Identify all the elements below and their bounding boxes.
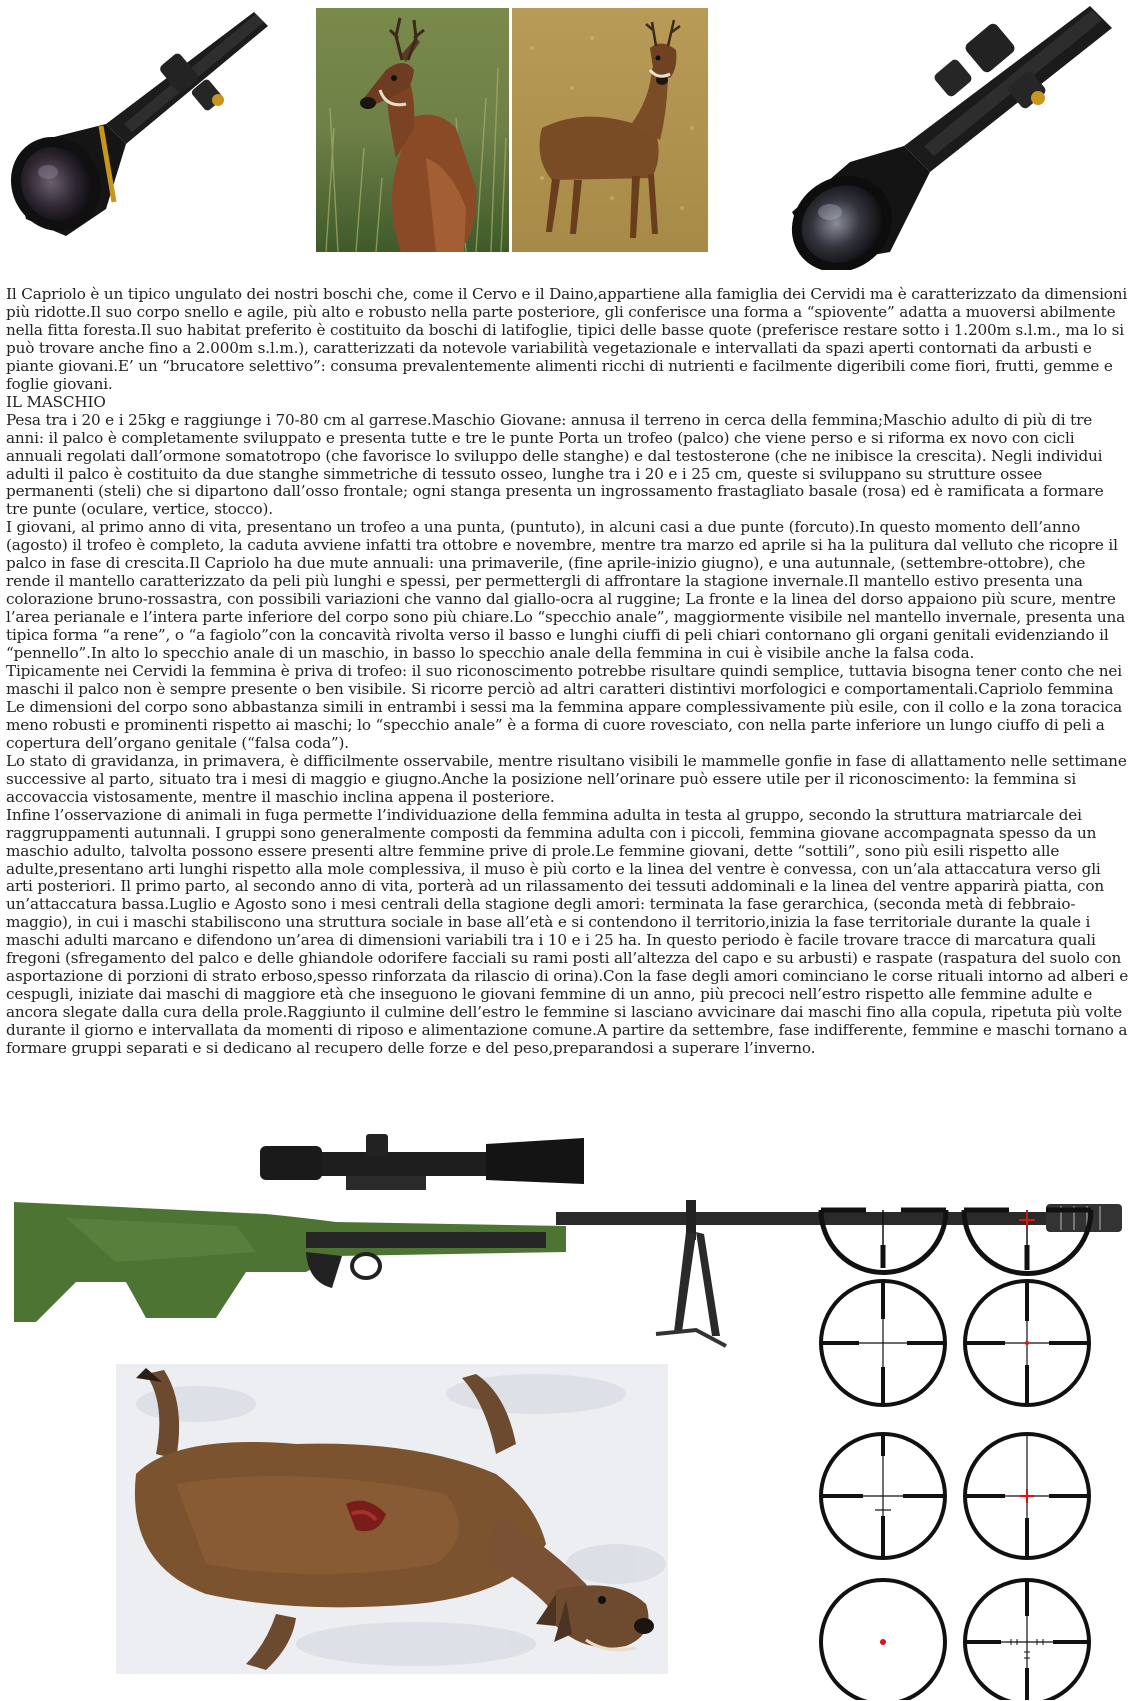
- roe-deer-photo-left: [316, 8, 509, 252]
- deer-on-snow-photo: [116, 1364, 668, 1674]
- article-body: [6, 286, 1130, 1058]
- roe-deer-photo-right: [512, 8, 708, 252]
- section-heading-male: IL MASCHIO: [6, 392, 106, 411]
- deer-on-snow-image: [116, 1364, 668, 1674]
- reticle-6: [965, 1434, 1089, 1558]
- reticle-4: [965, 1281, 1089, 1405]
- reticle-5: [821, 1434, 945, 1558]
- rifle-scope-icon: [780, 2, 1118, 270]
- roe-deer-photo: [512, 8, 708, 252]
- pregnancy-paragraph: Lo stato di gravidanza, in primavera, è difficilmente osservabile, mentre risultano visibili le mammelle gonfie in fase di allattamento nelle settimane successive al parto, situato tra i mesi di maggio e giugno.Anche la posizione nell’orinare può essere utile per il riconoscimento: la femmina si accovaccia vistosamente, mentre il maschio inclina appena il posteriore.: [6, 751, 1127, 806]
- reticle-3: [821, 1281, 945, 1405]
- young-paragraph: I giovani, al primo anno di vita, presentano un trofeo a una punta, (puntuto), in alcuni casi a due punte (forcuto).In questo momento dell’anno (agosto) il trofeo è completo, la caduta avviene infatti tra ottobre e novembre, mentre tra marzo ed aprile si ha la pulitura dal velluto che ricopre il palco in fase di crescita.Il Capriolo ha due mute annuali: una primaverile, (fine aprile-inizio giugno), e una autunnale, (settembre-ottobre), che rende il mantello caratterizzato da peli più lunghi e spessi, per permettergli di affrontare la stagione invernale.Il mantello estivo presenta una colorazione bruno-rossastra, con possibili variazioni che vanno dal giallo-ocra al ruggine; La fronte e la linea del dorso appaiono più scure, mentre l’area perianale e l’intera parte inferiore del corpo sono più chiare.Lo “specchio anale”, maggiormente visibile nel mantello invernale, presenta una tipica forma “a rene”, o “a fagiolo”con la concavità rivolta verso il basso e lunghi ciuffi di peli chiari contornano gli organi genitali evidenziando il “pennello”.In alto lo specchio anale di un maschio, in basso lo specchio anale della femmina in cui è visibile anche la falsa coda.: [6, 518, 1126, 663]
- rifle-scope-icon: [6, 4, 274, 252]
- female-paragraph: Tipicamente nei Cervidi la femmina è priva di trofeo: il suo riconoscimento potrebbe risultare quindi semplice, tuttavia bisogna tener conto che nei maschi il palco non è sempre presente o ben visibile. Si ricorre perciò ad altri caratteri distintivi morfologici e comportamentali.Capriolo femmina Le dimensioni del corpo sono abbastanza simili in entrambi i sessi ma la femmina appare complessivamente più esile, con il collo e la zona toracica meno robusti e prominenti rispetto ai maschi; lo “specchio anale” è a forma di cuore rovesciato, con nella parte inferiore un lungo ciuffo di peli a copertura dell’organo genitale (“falsa coda”).: [6, 662, 1123, 752]
- reticle-grid: [816, 1200, 1116, 1700]
- behaviour-paragraph: Infine l’osservazione di animali in fuga permette l’individuazione della femmina adulta in testa al gruppo, secondo la struttura matriarcale dei raggruppamenti autunnali. I gruppi sono generalmente composti da femmina adulta con i piccoli, femmina giovane accompagnata spesso da un maschio adulto, talvolta possono essere presenti altre femmine prive di prole.Le femmine giovani, dette “sottili”, sono più esili rispetto alle adulte,presentano arti lunghi rispetto alla mole complessiva, il muso è più corto e la linea del ventre è convessa, con un’ala attaccatura verso gli arti posteriori. Il primo parto, al secondo anno di vita, porterà ad un rilassamento dei tessuti addominali e la linea del ventre apparirà piatta, con un’attaccatura bassa.Luglio e Agosto sono i mesi centrali della stagione degli amori: terminata la fase gerarchica, (seconda metà di febbraio-maggio), in cui i maschi stabiliscono una struttura sociale in base all’età e si contendono il territorio,inizia la fase territoriale durante la quale i maschi adulti marcano e difendono un’area di dimensioni variabili tra i 10 e i 25 ha. In questo periodo è facile trovare tracce di marcatura quali fregoni (sfregamento del palco e delle ghiandole odorifere facciali su rami posti all’altezza del capo e su arbusti) e raspate (raspatura del suolo con asportazione di porzioni di strato erboso,spesso rinforzata da rilascio di orina).Con la fase degli amori cominciano le corse rituali intorno ad alberi e cespugli, iniziate dai maschi di maggiore età che inseguono le giovani femmine di un anno, più precoci nell’estro rispetto alle femmine adulte e ancora slegate dalla cura della prole.Raggiunto il culmine dell’estro le femmine si lasciano avvicinare dai maschi fino alla copula, ripetuta più volte durante il giorno e intervallata da momenti di riposo e alimentazione comune.A partire da settembre, fase indifferente, femmine e maschi tornano a formare gruppi separati e si dedicano al recupero delle forze e del peso,preparandosi a superare l’inverno.: [6, 805, 1129, 1058]
- roe-deer-photo: [316, 8, 509, 252]
- scope-reticle-icon: [816, 1200, 1116, 1700]
- scope-right-image: [780, 2, 1118, 270]
- reticle-7: [821, 1580, 945, 1700]
- reticle-2: [964, 1210, 1091, 1273]
- male-paragraph: Pesa tra i 20 e i 25kg e raggiunge i 70-80 cm al garrese.Maschio Giovane: annusa il terreno in cerca della femmina;Maschio adulto di più di tre anni: il palco è completamente sviluppato e presenta tutte e tre le punte Porta un trofeo (palco) che viene perso e si riforma ex novo con cicli annuali regolati dall’ormone somatotropo (che favorisce lo sviluppo delle stanghe) e dal testosterone (che ne inibisce la crescita). Negli individui adulti il palco è costituito da due stanghe simmetriche di tessuto osseo, lunghe tra i 20 e i 25 cm, queste si sviluppano su strutture ossee permanenti (steli) che si dipartono dall’osso frontale; ogni stanga presenta un ingrossamento frastagliato basale (rosa) ed è ramificata a formare tre punte (oculare, vertice, stocco).: [6, 410, 1104, 519]
- intro-paragraph: Il Capriolo è un tipico ungulato dei nostri boschi che, come il Cervo e il Daino,appartiene alla famiglia dei Cervidi ma è caratterizzato da dimensioni più ridotte.Il suo corpo snello e agile, più alto e robusto nella parte posteriore, gli conferisce una forma a “spiovente” adatta a muoversi abilmente nella fitta foresta.Il suo habitat preferito è costituito da boschi di latifoglie, tipici delle basse quote (preferisce restare sotto i 1.200m s.l.m., ma lo si può trovare anche fino a 2.000m s.l.m.), caratterizzati da notevole variabilità vegetazionale e intervallati da spazi aperti contornati da arbusti e piante giovani.E’ un “brucatore selettivo”: consuma prevalentemente alimenti ricchi di nutrienti e facilmente digeribili come fiori, frutti, gemme e foglie giovani.: [6, 285, 1128, 393]
- reticle-1: [821, 1210, 946, 1273]
- scope-left-image: [6, 4, 274, 252]
- reticle-8: [965, 1580, 1089, 1700]
